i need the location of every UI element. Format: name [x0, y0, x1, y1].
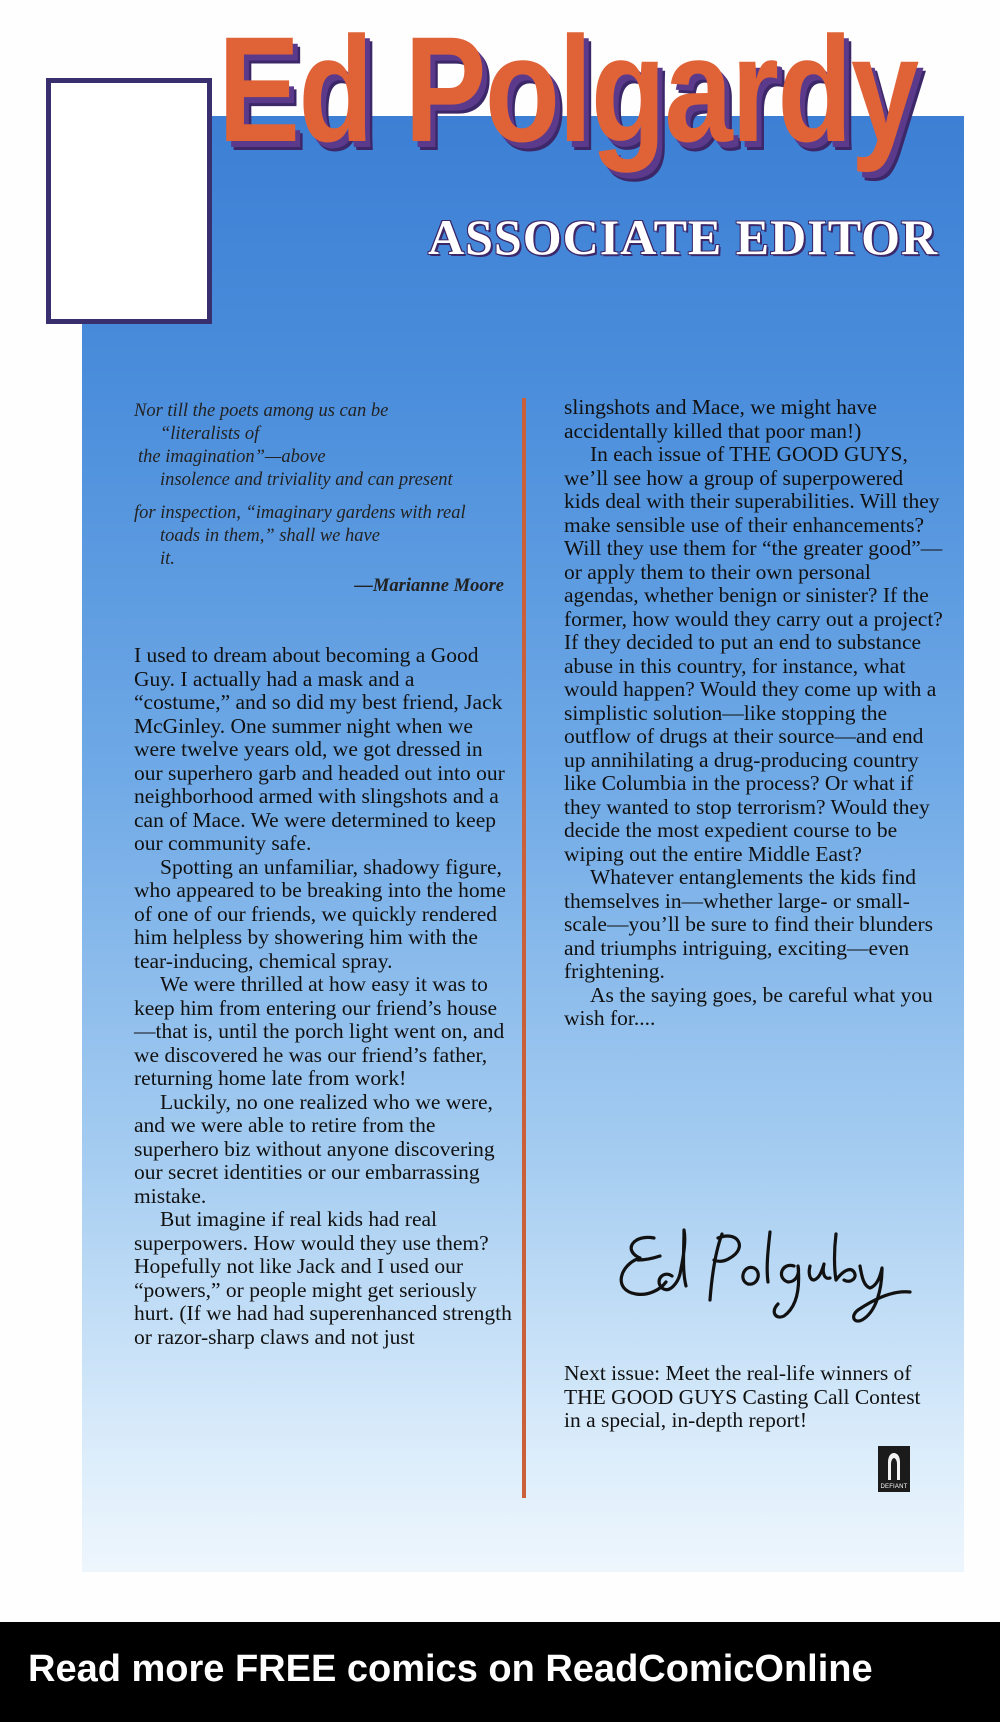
paragraph: Whatever entanglements the kids find themselves in—whether large- or small-scale—you’ll be sure to find their blunders and triumphs intriguing, exciting—even frightening.: [564, 865, 933, 983]
epigraph-line: for inspection, “imaginary gardens with real: [134, 503, 466, 523]
column-divider: [522, 398, 526, 1498]
page-subtitle: ASSOCIATE EDITOR: [428, 209, 939, 265]
right-column: [564, 396, 944, 1031]
epigraph-line: “literalists of: [160, 424, 260, 444]
paragraph: We were thrilled at how easy it was to keep him from entering our friend’s house—that is, until the porch light went on, and we discovered he was our friend’s father, returning home late from work!: [134, 972, 505, 1090]
epigraph-line: it.: [160, 549, 175, 569]
epigraph: [134, 400, 514, 598]
logo-text: DEFIANT: [880, 1484, 908, 1490]
paragraph: But imagine if real kids had real superpowers. How would they use them? Hopefully not like Jack and I used our “powers,” or people might get seriously hurt. (If we had had superenhanced strength or razor-sharp claws and not just: [134, 1207, 512, 1349]
left-column: [134, 400, 514, 1349]
paragraph: In each issue of THE GOOD GUYS, we’ll see how a group of superpowered kids deal with their superabilities. Will they make sensible use of their enhancements? Will they use them for “the greater good”—or apply them to their own personal agendas, whether benign or sinister? If the former, how would they carry out a project? If they decided to put an end to substance abuse in this country, for instance, what would happen? Would they come up with a simplistic solution—like stopping the outflow of drugs at their source—and end up annihilating a drug-producing country like Columbia in the process? Or what if they wanted to stop terrorism? Would they decide the most expedient course to be wiping out the entire Middle East?: [564, 442, 943, 866]
signature-icon: [614, 1220, 914, 1332]
paragraph: I used to dream about becoming a Good Guy. I actually had a mask and a “costume,” and so did my best friend, Jack McGinley. One summer night when we were twelve years old, we got dressed in our superhero garb and headed out into our neighborhood armed with slingshots and a can of Mace. We were determined to keep our community safe.: [134, 643, 505, 855]
epigraph-line: Nor till the poets among us can be: [134, 401, 389, 421]
defiant-logo-icon: [878, 1446, 910, 1492]
paragraph: Luckily, no one realized who we were, and we were able to retire from the superhero biz without anyone discovering our secret identities or our embarrassing mistake.: [134, 1089, 495, 1208]
page-title: Ed Polgardy: [218, 5, 918, 173]
footer-banner[interactable]: [0, 1622, 1000, 1722]
next-issue-note: Next issue: Meet the real-life winners of THE GOOD GUYS Casting Call Contest in a special, in-depth report!: [564, 1361, 921, 1432]
epigraph-line: the imagination”—above: [138, 447, 326, 467]
paragraph: slingshots and Mace, we might have accidentally killed that poor man!): [564, 395, 877, 443]
epigraph-attribution: —Marianne Moore: [354, 576, 504, 596]
paragraph: As the saying goes, be careful what you wish for....: [564, 982, 933, 1030]
banner-link-text[interactable]: Read more FREE comics on ReadComicOnline: [28, 1648, 873, 1690]
photo-frame: [46, 78, 212, 324]
epigraph-line: insolence and triviality and can present: [160, 470, 453, 490]
paragraph: Spotting an unfamiliar, shadowy figure, who appeared to be breaking into the home of one of our friends, we quickly rendered him helpless by showering him with the tear-inducing, chemical spray.: [134, 854, 506, 973]
epigraph-line: toads in them,” shall we have: [160, 526, 380, 546]
article-body-left: [134, 644, 514, 1349]
